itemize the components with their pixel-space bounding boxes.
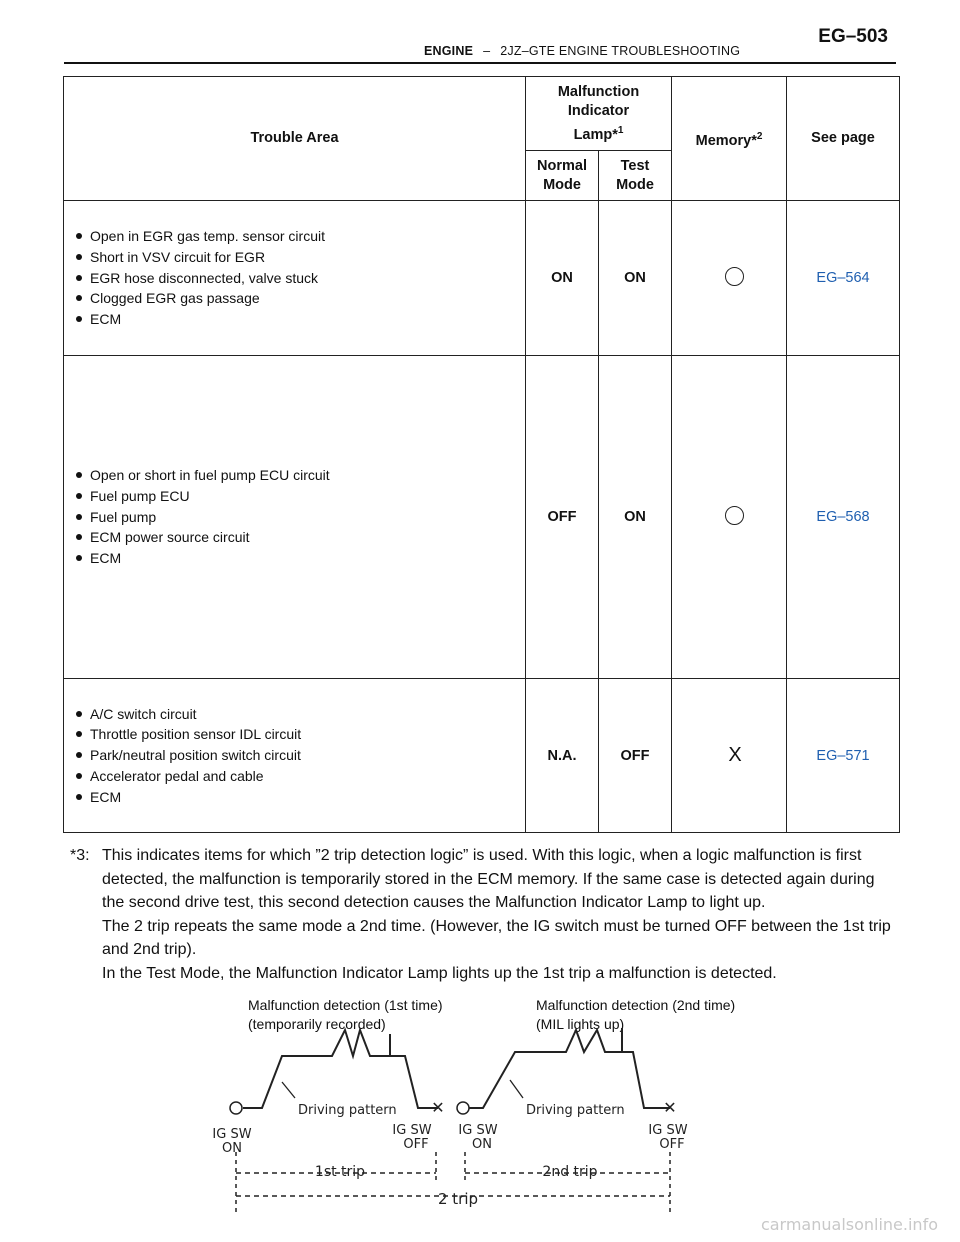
footnote <box>64 844 900 985</box>
footnote-number: *3: <box>70 847 90 864</box>
off-label: OFF <box>659 1137 685 1152</box>
test-mode-value: OFF <box>599 679 672 833</box>
see-page-link[interactable]: EG–564 <box>787 201 900 356</box>
trouble-area-cell <box>64 356 526 679</box>
list-item: ECM <box>74 787 525 808</box>
footnote-paragraph: The 2 trip repeats the same mode a 2nd time. (However, the IG switch must be turned OFF between the 1st trip and 2nd trip). <box>102 917 891 958</box>
normal-mode-value: N.A. <box>526 679 599 833</box>
header-section-title: ENGINE <box>424 44 474 58</box>
list-item: Throttle position sensor IDL circuit <box>74 724 525 745</box>
ig-sw-on-icon <box>457 1102 469 1114</box>
driving-pattern-label-1: Driving pattern <box>298 1103 397 1118</box>
off-label: OFF <box>403 1137 429 1152</box>
test-mode-value: ON <box>599 356 672 679</box>
trouble-area-cell <box>64 201 526 356</box>
page-header <box>64 22 896 64</box>
x-mark-icon: X <box>728 744 742 766</box>
list-item: Open in EGR gas temp. sensor circuit <box>74 226 525 247</box>
list-item: ECM power source circuit <box>74 527 525 548</box>
footnote-paragraph: This indicates items for which ”2 trip detection logic” is used. With this logic, when a logic malfunction is first detected, the malfunction is temporarily stored in the ECM memory. If the same case is detected again during the second drive test, this second detection causes the Malfunction Indicator Lamp to light up. <box>102 847 875 911</box>
memory-cell <box>672 201 787 356</box>
circle-icon <box>725 267 744 286</box>
two-trip-diagram <box>200 990 760 1220</box>
list-item: ECM <box>74 309 525 330</box>
ig-sw-label: IG SW <box>648 1123 688 1138</box>
driving-pattern-label-2: Driving pattern <box>526 1103 625 1118</box>
on-label: ON <box>472 1137 492 1152</box>
ig-sw-label: IG SW <box>458 1123 498 1138</box>
normal-mode-value: ON <box>526 201 599 356</box>
col-mil <box>526 77 672 151</box>
ig-sw-on-icon <box>230 1102 242 1114</box>
header-subtitle: 2JZ–GTE ENGINE TROUBLESHOOTING <box>500 44 741 58</box>
trouble-table <box>63 76 900 833</box>
list-item: Fuel pump <box>74 507 525 528</box>
list-item: Fuel pump ECU <box>74 486 525 507</box>
watermark: carmanualsonline.info <box>760 1215 938 1234</box>
col-see-page: See page <box>787 77 900 201</box>
list-item: ECM <box>74 548 525 569</box>
page-number: EG–503 <box>818 26 888 47</box>
two-trip-label: 2 trip <box>437 1190 479 1208</box>
footnote-paragraph: In the Test Mode, the Malfunction Indicator Lamp lights up the 1st trip a malfunction is detected. <box>102 964 777 982</box>
ig-sw-label: IG SW <box>392 1123 432 1138</box>
col-mil-l3: Lamp* <box>573 126 618 143</box>
svg-text:✕: ✕ <box>431 1098 445 1117</box>
memory-cell <box>672 356 787 679</box>
table-row <box>64 201 900 356</box>
col-trouble-area: Trouble Area <box>64 77 526 201</box>
table-row <box>64 356 900 679</box>
table-row <box>64 679 900 833</box>
svg-text:✕: ✕ <box>663 1098 677 1117</box>
list-item: Clogged EGR gas passage <box>74 288 525 309</box>
circle-icon <box>725 506 744 525</box>
ig-sw-label: IG SW <box>212 1127 252 1142</box>
second-trip-label: 2nd trip <box>542 1164 598 1180</box>
list-item: Park/neutral position switch circuit <box>74 745 525 766</box>
col-mil-sup: 1 <box>617 124 624 136</box>
list-item: Accelerator pedal and cable <box>74 766 525 787</box>
header-separator: – <box>483 44 491 58</box>
col-mil-l2: Indicator <box>567 102 630 119</box>
see-page-link[interactable]: EG–571 <box>787 679 900 833</box>
test-mode-value: ON <box>599 201 672 356</box>
col-test-mode: Test Mode <box>599 151 672 201</box>
list-item: Open or short in fuel pump ECU circuit <box>74 465 525 486</box>
first-trip-label: 1st trip <box>314 1164 366 1180</box>
on-label: ON <box>222 1141 242 1156</box>
normal-mode-value: OFF <box>526 356 599 679</box>
trip1-waveform <box>243 1030 438 1108</box>
driving-pattern-graphic <box>200 990 760 1220</box>
list-item: EGR hose disconnected, valve stuck <box>74 268 525 289</box>
memory-cell <box>672 679 787 833</box>
list-item: Short in VSV circuit for EGR <box>74 247 525 268</box>
second-detection-label: Malfunction detection (2nd time) (MIL lights up) <box>536 997 736 1032</box>
col-memory: Memory*$^2$ <box>672 77 787 201</box>
trip2-waveform <box>466 1030 670 1108</box>
trouble-area-cell <box>64 679 526 833</box>
col-normal-mode: Normal Mode <box>526 151 599 201</box>
header-section <box>424 44 740 58</box>
first-detection-label: Malfunction detection (1st time) (temporarily recorded) <box>248 997 443 1032</box>
list-item: A/C switch circuit <box>74 704 525 725</box>
see-page-link[interactable]: EG–568 <box>787 356 900 679</box>
col-mil-l1: Malfunction <box>557 83 640 100</box>
